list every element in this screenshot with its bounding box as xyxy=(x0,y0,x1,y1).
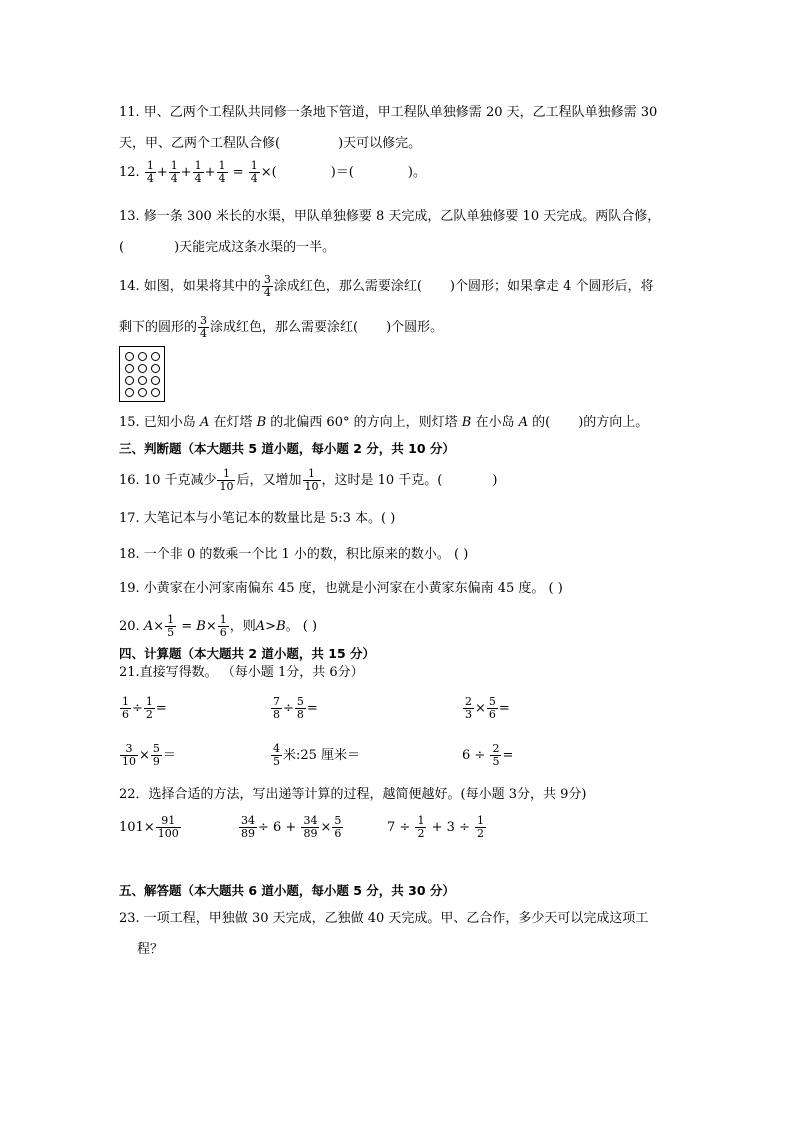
calc-21-item-6: 6 ÷ $\frac{2}{5}$ = xyxy=(462,742,514,768)
q14-text-a: 14. 如图，如果将其中的 xyxy=(119,279,261,294)
question-13-line2 xyxy=(119,239,335,257)
fraction: $\frac{1}{6}$ xyxy=(219,613,227,639)
section-3-heading: 三、判断题（本大题共 5 道小题，每小题 2 分，共 10 分） xyxy=(119,441,455,456)
q14-text-e: 涂成红色，那么需要涂红( xyxy=(210,320,359,335)
calc-21-item-3: $\frac{2}{3}$ × $\frac{5}{6}$ = xyxy=(465,695,510,721)
circle xyxy=(125,388,134,397)
calc-21-item-1: $\frac{1}{6}$ ÷ $\frac{1}{2}$ = xyxy=(122,695,167,721)
q12-open: ( xyxy=(271,165,277,180)
fraction: $\frac{1}{4}$ xyxy=(170,159,178,185)
q12-end: )。 xyxy=(407,165,426,180)
calc-22-item-1: 101× $\frac{91}{100}$ xyxy=(119,814,179,840)
question-15: 15. 已知小岛 A 在灯塔 B 的北偏西 60° 的方向上，则灯塔 B 在小岛 A 的( )的方向上。 xyxy=(119,415,649,430)
q14-text-f: )个圆形。 xyxy=(386,320,444,335)
times-sign: × xyxy=(260,165,272,180)
circle xyxy=(138,388,147,397)
question-14-line2 xyxy=(119,315,443,340)
calc-22-item-2: $\frac{34}{89}$ ÷ 6 + $\frac{34}{89}$ × $\frac{5}{6}$ xyxy=(241,814,342,840)
q11-text-b: )天可以修完。 xyxy=(338,136,422,151)
question-21: 21.直接写得数。 （每小题 1分，共 6分） xyxy=(119,665,364,680)
plus-sign: + xyxy=(156,165,168,180)
calc-21-item-4: $\frac{3}{10}$ × $\frac{5}{9}$ ＝ xyxy=(122,742,176,768)
question-13-line1: 13. 修一条 300 米长的水渠，甲队单独修要 8 天完成，乙队单独修要 10 天完成。两队合修， xyxy=(119,209,661,224)
fraction: $\frac{1}{4}$ xyxy=(194,159,202,185)
question-11-line2 xyxy=(119,135,421,153)
circle xyxy=(151,376,160,385)
fraction: $\frac{1}{10}$ xyxy=(304,467,319,493)
circle xyxy=(151,364,160,373)
question-11-line1: 11. 甲、乙两个工程队共同修一条地下管道，甲工程队单独修需 20 天，乙工程队单独修需 30 xyxy=(119,105,658,120)
calc-22-item-3: 7 ÷ $\frac{1}{2}$ + 3 ÷ $\frac{1}{2}$ xyxy=(387,814,485,840)
circle-grid-figure xyxy=(119,346,165,402)
fraction: $\frac{1}{4}$ xyxy=(250,159,258,185)
fraction: $\frac{3}{4}$ xyxy=(200,314,208,340)
q13-text: )天能完成这条水渠的一半。 xyxy=(174,240,336,255)
calc-21-item-5: $\frac{4}{5}$ 米:25 厘米＝ xyxy=(273,742,361,768)
question-16: 16. 10 千克减少 $\frac{1}{10}$ 后，又增加 $\frac{1}{10}$ ，这时是 10 千克。( ) xyxy=(119,467,498,493)
q14-text-c: )个圆形；如果拿走 4 个圆形后，将 xyxy=(449,279,654,294)
question-23-line1: 23. 一项工程，甲独做 30 天完成，乙独做 40 天完成。甲、乙合作，多少天可以完成这项工 xyxy=(119,911,649,926)
question-20: 20. A× $\frac{1}{5}$ = B× $\frac{1}{6}$ ，则A>B。 ( ) xyxy=(119,613,318,639)
q11-text-a: 天，甲、乙两个工程队合修( xyxy=(119,136,281,151)
circle xyxy=(125,352,134,361)
circle xyxy=(138,376,147,385)
fraction: $\frac{1}{10}$ xyxy=(219,467,234,493)
section-4-heading: 四、计算题（本大题共 2 道小题，共 15 分） xyxy=(119,646,376,661)
plus-sign: + xyxy=(204,165,216,180)
fraction: $\frac{1}{5}$ xyxy=(167,613,175,639)
q14-text-d: 剩下的圆形的 xyxy=(119,320,198,335)
question-23-line2: 程？ xyxy=(137,942,164,957)
q12-close: )＝( xyxy=(330,165,354,180)
circle xyxy=(151,388,160,397)
circle xyxy=(125,364,134,373)
circle xyxy=(138,364,147,373)
question-14-line1 xyxy=(119,274,654,299)
section-5-heading: 五、解答题（本大题共 6 道小题，每小题 5 分，共 30 分） xyxy=(119,883,455,898)
q14-text-b: 涂成红色，那么需要涂红( xyxy=(273,279,422,294)
question-22: 22．选择合适的方法，写出递等计算的过程，越简便越好。(每小题 3分，共 9分) xyxy=(119,787,587,802)
fraction: $\frac{1}{4}$ xyxy=(218,159,226,185)
circle xyxy=(151,352,160,361)
calc-21-item-2: $\frac{7}{8}$ ÷ $\frac{5}{8}$ = xyxy=(273,695,318,721)
plus-sign: + xyxy=(180,165,192,180)
circle xyxy=(125,376,134,385)
question-17: 17. 大笔记本与小笔记本的数量比是 5:3 本。( ) xyxy=(119,511,396,526)
q12-number: 12. xyxy=(119,165,140,180)
question-19: 19. 小黄家在小河家南偏东 45 度，也就是小河家在小黄家东偏南 45 度。 ( ) xyxy=(119,581,563,596)
circle xyxy=(138,352,147,361)
fraction: $\frac{1}{4}$ xyxy=(146,159,154,185)
q13-open: ( xyxy=(119,240,125,255)
question-12 xyxy=(119,160,426,185)
equals-sign: = xyxy=(232,165,244,180)
question-18: 18. 一个非 0 的数乘一个比 1 小的数，积比原来的数小。 ( ) xyxy=(119,547,469,562)
fraction: $\frac{3}{4}$ xyxy=(263,273,271,299)
